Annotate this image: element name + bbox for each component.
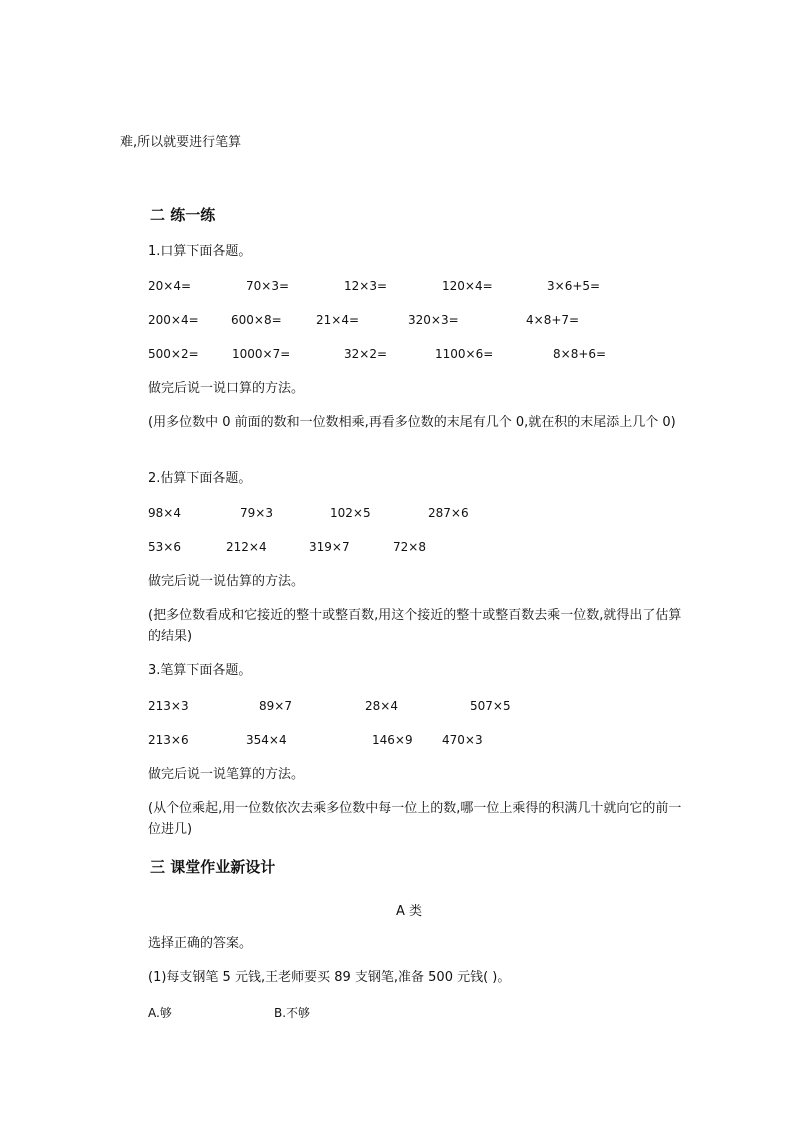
q3-item: 470×3 bbox=[442, 733, 483, 747]
q1-item: 12×3= bbox=[344, 279, 388, 293]
q3-item: 213×6 bbox=[148, 733, 189, 747]
q1-item: 500×2= bbox=[148, 347, 199, 361]
q3-item: 213×3 bbox=[148, 699, 189, 713]
q1-item: 1000×7= bbox=[232, 347, 291, 361]
instruction-text: 选择正确的答案。 bbox=[148, 936, 253, 951]
intro-tail-text: 难,所以就要进行笔算 bbox=[120, 135, 242, 150]
q1-title: 1.口算下面各题。 bbox=[148, 244, 252, 259]
q1-item: 3×6+5= bbox=[547, 279, 601, 293]
q1-item: 120×4= bbox=[442, 279, 493, 293]
q3-answer: (从个位乘起,用一位数依次去乘多位数中每一位上的数,哪一位上乘得的积满几十就向它的前一位进几) bbox=[148, 801, 682, 837]
q1-prompt: 做完后说一说口算的方法。 bbox=[148, 381, 305, 396]
q1-item: 600×8= bbox=[231, 313, 282, 327]
q1-answer: (用多位数中 0 前面的数和一位数相乘,再看多位数的末尾有几个 0,就在积的末尾添上几个 0) bbox=[148, 415, 676, 430]
q3-item: 354×4 bbox=[246, 733, 287, 747]
q2-item: 53×6 bbox=[148, 540, 181, 554]
q2-item: 102×5 bbox=[330, 506, 371, 520]
q1-item: 20×4= bbox=[148, 279, 192, 293]
option-b: B.不够 bbox=[274, 1006, 311, 1020]
q1-item: 200×4= bbox=[148, 313, 199, 327]
q3-item: 146×9 bbox=[372, 733, 413, 747]
q1-item: 21×4= bbox=[316, 313, 360, 327]
q2-item: 287×6 bbox=[428, 506, 469, 520]
q3-item: 28×4 bbox=[365, 699, 398, 713]
q3-title: 3.笔算下面各题。 bbox=[148, 663, 252, 678]
q1-item: 8×8+6= bbox=[553, 347, 607, 361]
q2-item: 72×8 bbox=[393, 540, 426, 554]
q1-item: 32×2= bbox=[344, 347, 388, 361]
q2-title: 2.估算下面各题。 bbox=[148, 471, 252, 486]
q2-prompt: 做完后说一说估算的方法。 bbox=[148, 574, 305, 589]
q2-item: 79×3 bbox=[240, 506, 273, 520]
q1-item: 70×3= bbox=[246, 279, 290, 293]
section-heading-homework: 三 课堂作业新设计 bbox=[150, 858, 276, 876]
q2-item: 212×4 bbox=[226, 540, 267, 554]
q3-item: 89×7 bbox=[259, 699, 292, 713]
q1-item: 4×8+7= bbox=[526, 313, 580, 327]
q2-item: 319×7 bbox=[309, 540, 350, 554]
q2-item: 98×4 bbox=[148, 506, 181, 520]
q1-item: 320×3= bbox=[408, 313, 459, 327]
q1-item: 1100×6= bbox=[435, 347, 494, 361]
q3-prompt: 做完后说一说笔算的方法。 bbox=[148, 767, 305, 782]
section-heading-practice: 二 练一练 bbox=[150, 206, 216, 224]
q3-item: 507×5 bbox=[470, 699, 511, 713]
q2-answer: (把多位数看成和它接近的整十或整百数,用这个接近的整十或整百数去乘一位数,就得出了估算的结果) bbox=[148, 608, 682, 644]
option-a: A.够 bbox=[148, 1006, 172, 1020]
category-label: A 类 bbox=[396, 904, 423, 919]
question-1: (1)每支钢笔 5 元钱,王老师要买 89 支钢笔,准备 500 元钱( )。 bbox=[148, 970, 511, 985]
